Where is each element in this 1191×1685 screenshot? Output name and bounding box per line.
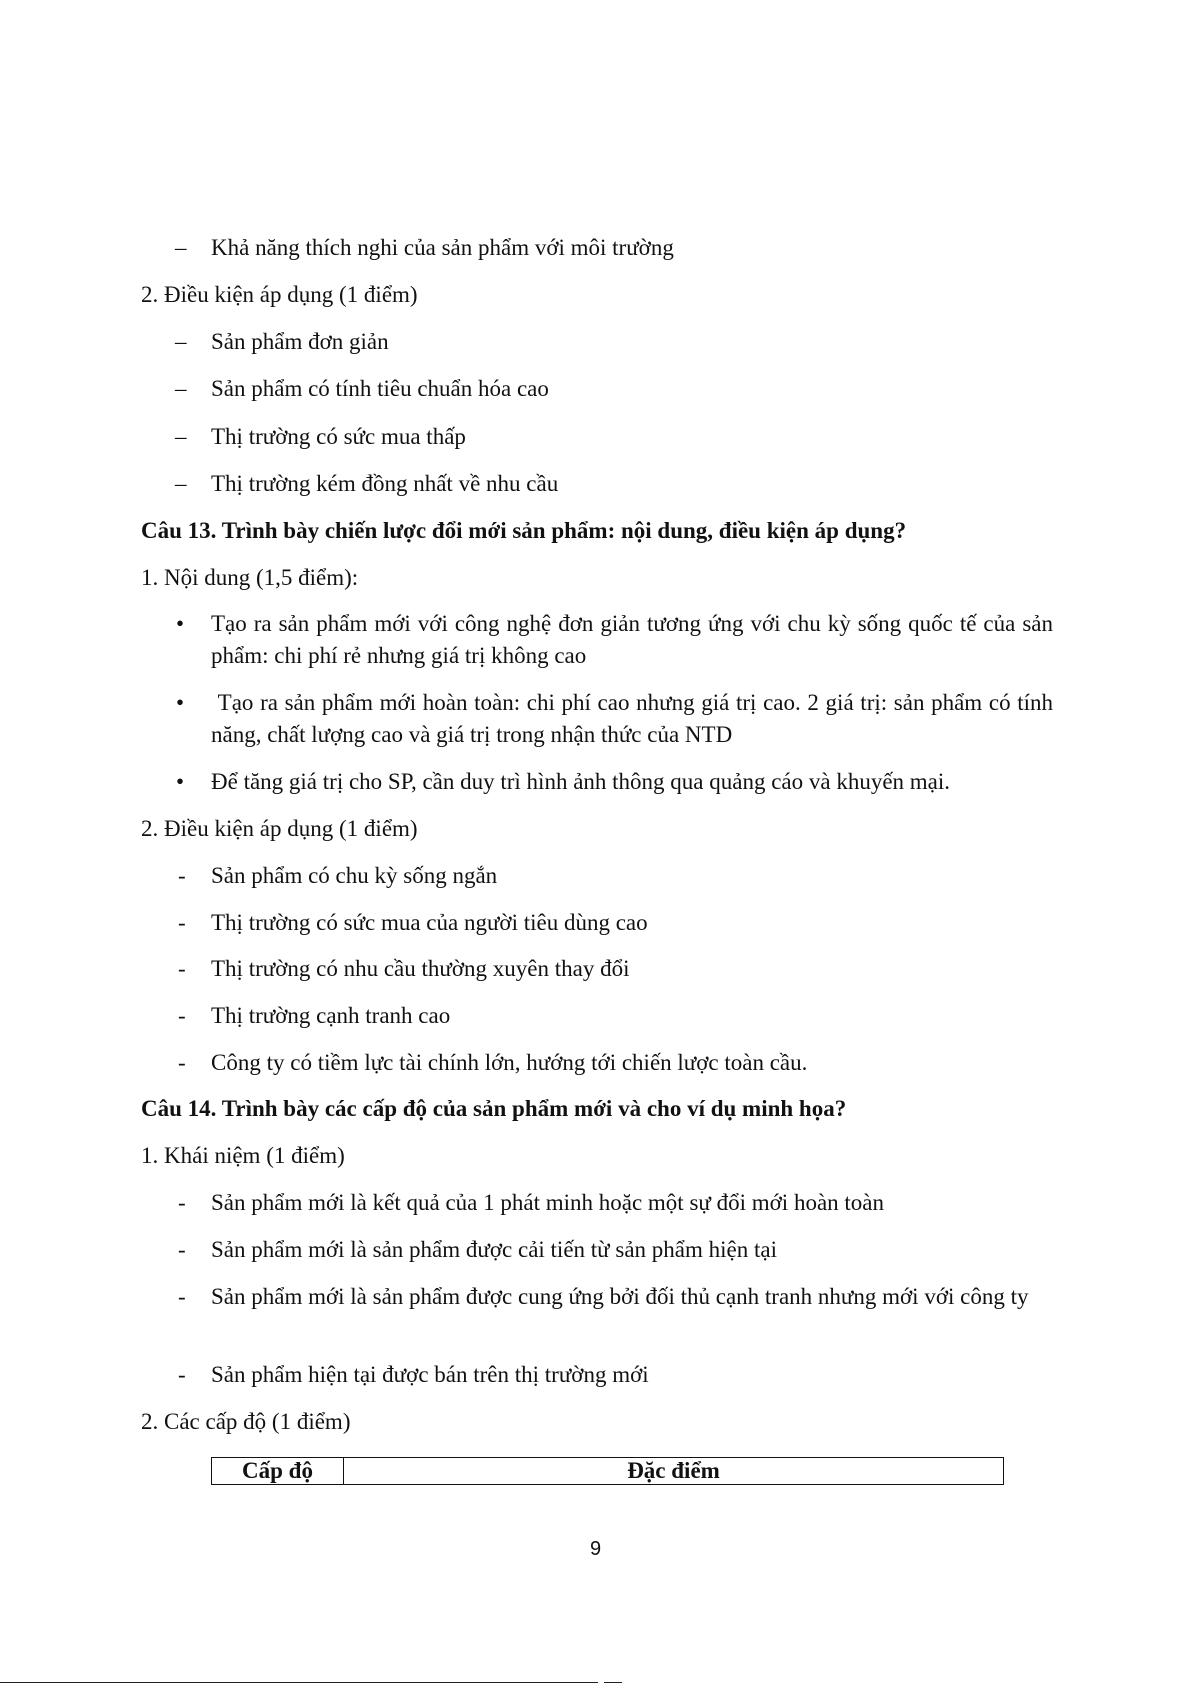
- hyphen-marker: -: [178, 956, 186, 981]
- footer-rule: [604, 1682, 622, 1683]
- list-item: Thị trường có sức mua của người tiêu dùng cao: [211, 910, 648, 935]
- hyphen-marker: -: [178, 1237, 186, 1262]
- dash-marker: –: [175, 329, 187, 354]
- list-item: Sản phẩm có tính tiêu chuẩn hóa cao: [211, 376, 549, 401]
- list-item: Thị trường có sức mua thấp: [211, 424, 466, 449]
- list-item: Sản phẩm mới là kết quả của 1 phát minh hoặc một sự đổi mới hoàn toàn: [211, 1190, 884, 1215]
- hyphen-marker: -: [178, 1284, 186, 1309]
- bullet-marker: •: [176, 611, 185, 636]
- hyphen-marker: -: [178, 863, 186, 888]
- list-item: Công ty có tiềm lực tài chính lớn, hướng tới chiến lược toàn cầu.: [211, 1050, 808, 1075]
- dash-marker: –: [175, 471, 187, 496]
- bullet-marker: •: [176, 769, 185, 794]
- list-item: Tạo ra sản phẩm mới hoàn toàn: chi phí cao nhưng giá trị cao. 2 giá trị: sản phẩm có tính năng, chất lượng cao và giá trị trong nhận thức của NTD: [211, 690, 1059, 747]
- bullet-marker: •: [176, 690, 185, 715]
- section-title: 2. Các cấp độ (1 điểm): [141, 1409, 351, 1434]
- list-item: Thị trường có nhu cầu thường xuyên thay đổi: [211, 956, 630, 981]
- footer-rule: [0, 1682, 598, 1683]
- question-heading: Câu 14. Trình bày các cấp độ của sản phẩm mới và cho ví dụ minh họa?: [141, 1096, 847, 1121]
- levels-table: [211, 1457, 1004, 1485]
- section-title: 1. Khái niệm (1 điểm): [141, 1143, 345, 1168]
- section-title: 2. Điều kiện áp dụng (1 điểm): [141, 816, 418, 841]
- hyphen-marker: -: [178, 1003, 186, 1028]
- hyphen-marker: -: [178, 910, 186, 935]
- section-title: 1. Nội dung (1,5 điểm):: [141, 565, 359, 590]
- hyphen-marker: -: [178, 1190, 186, 1215]
- list-item: Sản phẩm hiện tại được bán trên thị trường mới: [211, 1362, 649, 1387]
- hyphen-marker: -: [178, 1362, 186, 1387]
- dash-marker: –: [175, 376, 187, 401]
- question-heading: Câu 13. Trình bày chiến lược đổi mới sản phẩm: nội dung, điều kiện áp dụng?: [141, 518, 907, 543]
- list-item: Sản phẩm mới là sản phẩm được cung ứng bởi đối thủ cạnh tranh nhưng mới với công ty: [211, 1284, 1029, 1309]
- list-item: Khả năng thích nghi của sản phẩm với môi trường: [211, 235, 674, 260]
- list-item: Sản phẩm mới là sản phẩm được cải tiến từ sản phẩm hiện tại: [211, 1237, 777, 1262]
- hyphen-marker: -: [178, 1050, 186, 1075]
- dash-marker: –: [175, 424, 187, 449]
- table-header-level: Cấp độ: [212, 1458, 344, 1484]
- list-item: Sản phẩm đơn giản: [211, 329, 389, 354]
- list-item: Tạo ra sản phẩm mới với công nghệ đơn giản tương ứng với chu kỳ sống quốc tế của sản phẩm: chi phí rẻ nhưng giá trị không cao: [211, 611, 1053, 668]
- table-header-feature: Đặc điểm: [627, 1458, 720, 1483]
- dash-marker: –: [175, 235, 187, 260]
- list-item: Thị trường cạnh tranh cao: [211, 1003, 451, 1028]
- page-number: 9: [589, 1538, 602, 1560]
- section-title: 2. Điều kiện áp dụng (1 điểm): [141, 282, 418, 307]
- list-item: Sản phẩm có chu kỳ sống ngắn: [211, 863, 498, 888]
- list-item: Thị trường kém đồng nhất về nhu cầu: [211, 471, 559, 496]
- list-item: Để tăng giá trị cho SP, cần duy trì hình ảnh thông qua quảng cáo và khuyến mại.: [211, 769, 951, 794]
